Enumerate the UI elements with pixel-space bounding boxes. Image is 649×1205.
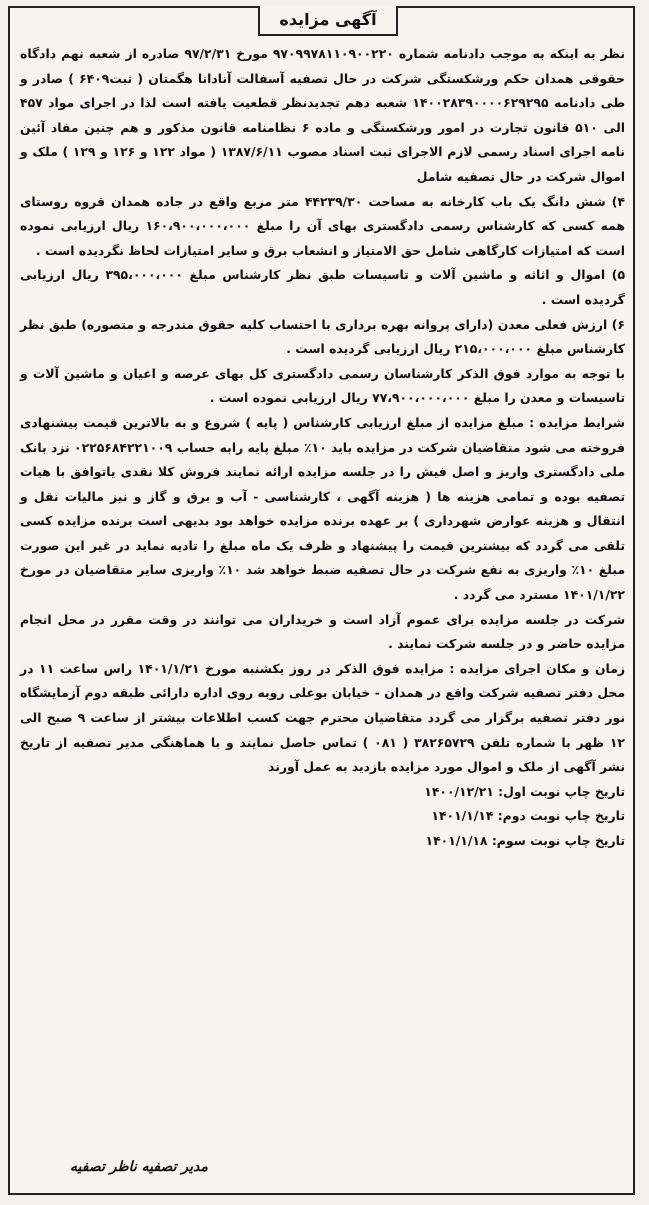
paragraph-item-6: ۶) ارزش فعلی معدن (دارای پروانه بهره برداری با احتساب کلیه حقوق مندرجه و متصوره) طبق نظر کارشناس مبلغ ۲۱۵،۰۰۰،۰۰۰ ریال ارزیابی گردیده است . (20, 316, 625, 357)
paragraph-conditions: شرایط مزایده : مبلغ مزایده از مبلغ ارزیابی کارشناس ( پایه ) شروع و به بالاترین قیمت پیشنهادی فروخته می شود متقاضیان شرکت در مزایده باید ۱۰٪ مبلغ پایه رابه حساب ۰۲۲۵۶۸۴۲۲۱۰۰۹ نزد بانک ملی دادگستری واریز و اصل فیش را در جلسه مزایده ارائه نمایند فروش کلا نقدی یاتوافق با هیات تصفیه بوده و تمامی هزینه ها ( هزینه آگهی ، کارشناسی - آب و برق و گاز و نیز مالیات نقل و انتقال و هزینه عوارض شهرداری ) بر عهده برنده مزایده خواهد بود بدیهی است برنده مزایده کسی تلقی می گردد که بیشترین قیمت را پیشنهاد و ظرف یک ماه مبلغ را تادیه نماید در غیر این صورت مبلغ ۱۰٪ واریزی به نفع شرکت در حال تصفیه ضبط خواهد شد ۱۰٪ واریزی سایر متقاضیان در مورخ ۱۴۰۱/۱/۲۲ مسترد می گردد . (20, 414, 626, 603)
paragraph-total: با توجه به موارد فوق الذکر کارشناسان رسمی دادگستری کل بهای عرصه و اعیان و ماشین آلات و تاسیسات و معدن را مبلغ ۷۷،۹۰۰،۰۰۰،۰۰۰ ریال ارزیابی نموده است . (20, 365, 625, 406)
auction-notice (8, 6, 635, 1195)
paragraph-time-place: زمان و مکان اجرای مزایده : مزایده فوق الذکر در روز یکشنبه مورخ ۱۴۰۱/۱/۲۱ راس ساعت ۱۱ در محل دفتر تصفیه شرکت واقع در همدان - خیابان بوعلی روبه روی اداره دارائی طبقه دوم آزمایشگاه نور دفتر تصفیه برگزار می گردد متقاضیان محترم جهت کسب اطلاعات بیشتر از ساعت ۹ صبح الی ۱۲ ظهر با شماره تلفن ۳۸۲۶۵۷۲۹ ( ۰۸۱ ) تماس حاصل نمایند و با هماهنگی مدیر تصفیه از تاریخ نشر آگهی از ملک و اموال مورد مزایده بازدید به عمل آورند (20, 660, 626, 775)
print-dates (20, 780, 625, 854)
print-date-3: تاریخ چاپ نوبت سوم: ۱۴۰۱/۱/۱۸ (425, 833, 625, 848)
paragraph-intro: نظر به اینکه به موجب دادنامه شماره ۹۷۰۹۹۷۸۱۱۰۹۰۰۲۲۰ مورخ ۹۷/۲/۳۱ صادره از شعبه نهم دادگاه حقوقی همدان حکم ورشکستگی شرکت در حال تصفیه آسفالت آنادانا هگمتان ( ثبت۶۴۰۹ ) صادر و طی دادنامه ۱۴۰۰۲۸۳۹۰۰۰۰۶۲۹۲۹۵ شعبه دهم تجدیدنظر قطعیت یافته است لذا در اجرای مواد ۴۵۷ الی ۵۱۰ قانون تجارت در امور ورشکستگی و ماده ۶ نظامنامه قانون مذکور و هم چنین مفاد آئین نامه اجرای اسناد رسمی لازم الاجرای ثبت اسناد مصوب ۱۳۸۷/۶/۱۱ ( مواد ۱۲۲ و ۱۲۶ و ۱۲۹ ) ملک و اموال شرکت در حال تصفیه شامل (20, 46, 625, 184)
signature: مدیر تصفیه ناظر تصفیه (70, 1159, 208, 1175)
notice-body (20, 42, 625, 854)
paragraph-item-5: ۵) اموال و اثاثه و ماشین آلات و تاسیسات طبق نظر کارشناس مبلغ ۳۹۵،۰۰۰،۰۰۰ ریال ارزیابی گردیده است . (20, 267, 626, 307)
notice-title: آگهی مزایده (258, 6, 398, 36)
paragraph-item-4: ۴) شش دانگ یک باب کارخانه به مساحت ۴۴۲۳۹/۳۰ متر مربع واقع در جاده همدان قروه روستای همه کسی که کارشناس رسمی دادگستری بهای آن را مبلغ ۱۶۰،۹۰۰،۰۰۰،۰۰۰ ریال ارزیابی نموده است که امتیازات کارگاهی شامل حق الامتیاز و انشعاب برق و سایر امتیازات لحاظ نگردیده است . (20, 193, 625, 258)
print-date-1: تاریخ چاپ نوبت اول: ۱۴۰۰/۱۲/۲۱ (424, 783, 625, 799)
print-date-2: تاریخ چاپ نوبت دوم: ۱۴۰۱/۱/۱۴ (431, 808, 625, 824)
paragraph-attendance: شرکت در جلسه مزایده برای عموم آزاد است و خریداران می توانند در وقت مقرر در محل انجام مزایده حاضر و در جلسه شرکت نمایند . (20, 611, 625, 652)
